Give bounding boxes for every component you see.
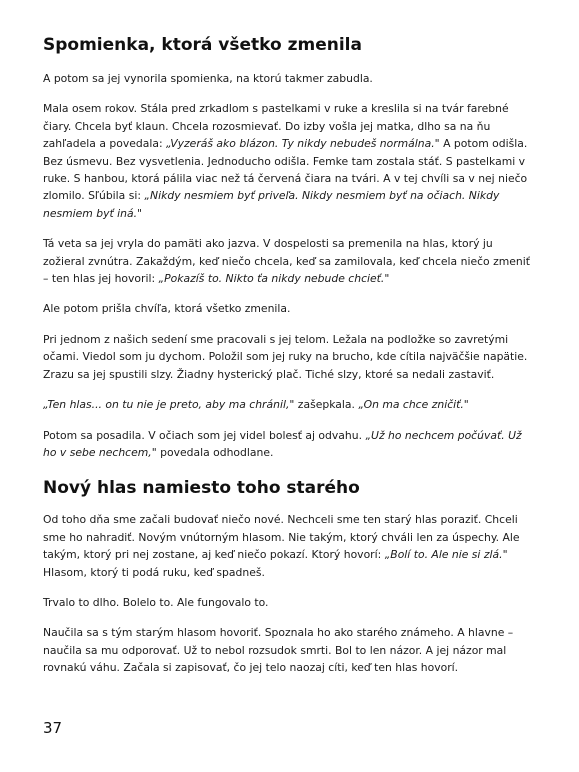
text-run: Mala osem rokov. Stála pred zrkadlom s pastelkami v ruke a kreslila si na tvár farebné čiary. Chcela byť klaun. Chcela rozosmievať. Do izby vošla jej matka, dlho sa na ňu zahľadela a povedala:	[43, 102, 509, 151]
quote-italic: „Vyzeráš ako blázon. Ty nikdy nebudeš normálna."	[166, 137, 440, 151]
quote-italic: „Pokazíš to. Nikto ťa nikdy nebude chcieť."	[158, 272, 390, 286]
quote-italic: „Nikdy nesmiem byť priveľa. Nikdy nesmiem byť na očiach. Nikdy nesmiem byť iná."	[43, 189, 500, 220]
text-run: zašepkala.	[294, 398, 359, 412]
paragraph	[43, 100, 537, 222]
quote-italic: „Bolí to. Ale nie si zlá."	[384, 548, 508, 562]
section-heading-memory: Spomienka, ktorá všetko zmenila	[43, 35, 362, 55]
section-heading-new-voice: Nový hlas namiesto toho starého	[43, 478, 360, 499]
paragraph: Pri jednom z našich sedení sme pracovali s jej telom. Ležala na podložke so zavretými očami. Viedol som ju dychom. Položil som jej ruky na brucho, kde cítila najväčšie napätie. Zrazu sa jej spustili slzy. Žiadny hysterický plač. Tiché slzy, ktoré sa nedali zastaviť.	[43, 332, 528, 381]
text-run: Potom sa posadila. V očiach som jej videl bolesť aj odvahu.	[43, 428, 366, 442]
quote-italic: „On ma chce zničiť."	[358, 398, 469, 412]
paragraph	[43, 511, 537, 581]
quote-italic: „Ten hlas... on tu nie je preto, aby ma chránil,"	[43, 398, 295, 412]
paragraph	[43, 427, 537, 462]
paragraph: Trvalo to dlho. Bolelo to. Ale fungovalo to.	[43, 595, 269, 609]
paragraph: Naučila sa s tým starým hlasom hovoriť. Spoznala ho ako starého známeho. A hlavne – naučila sa mu odporovať. Už to nebol rozsudok smrti. Bol to len názor. A jej názor mal rovnakú váhu. Začala si zapisovať, čo jej telo naozaj cíti, keď ten hlas hovorí.	[43, 626, 514, 675]
paragraph	[43, 396, 537, 413]
paragraph	[43, 235, 537, 287]
text-run: povedala odhodlane.	[156, 445, 274, 459]
paragraph: Ale potom prišla chvíľa, ktorá všetko zmenila.	[43, 302, 291, 316]
text-run: Tá veta sa jej vryla do pamäti ako jazva. V dospelosti sa premenila na hlas, ktorý ju zožieral zvnútra. Zakaždým, keď niečo chcela, keď sa zamilovala, keď chcela niečo zmeniť – ten hlas jej hovoril:	[43, 237, 530, 286]
text-run: A potom odišla. Bez úsmevu. Bez vysvetlenia. Jednoducho odišla. Femke tam zostala stáť. S pastelkami v ruke. S hanbou, ktorá pálila viac než tá červená čiara na tvári. A v tej chvíli sa v nej niečo zlomilo. Sľúbila si:	[43, 137, 528, 203]
quote-italic: „Už ho nechcem počúvať. Už ho v sebe nechcem,"	[43, 428, 522, 459]
text-run: Od toho dňa sme začali budovať niečo nové. Nechceli sme ten starý hlas poraziť. Chceli sme ho nahradiť. Novým vnútorným hlasom. Nie takým, ktorý chváli len za úspechy. Ale takým, ktorý pri nej zostane, aj keď niečo pokazí. Ktorý hovorí:	[43, 513, 520, 562]
text-run: Hlasom, ktorý ti podá ruku, keď spadneš.	[43, 565, 265, 579]
page-number: 37	[43, 719, 63, 737]
paragraph: A potom sa jej vynorila spomienka, na ktorú takmer zabudla.	[43, 72, 373, 85]
